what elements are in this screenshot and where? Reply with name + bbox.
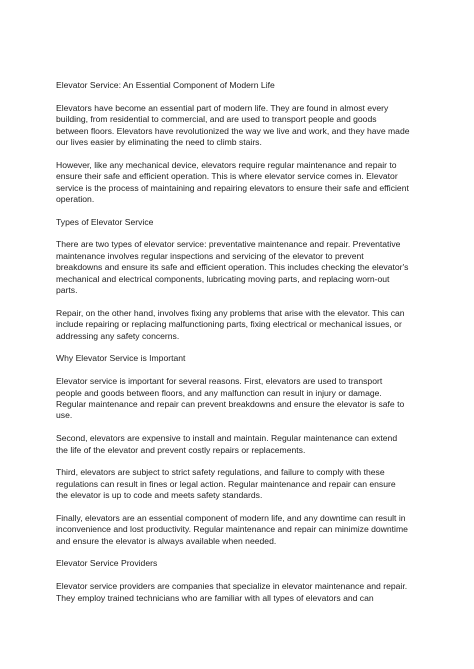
paragraph-maintenance-need (56, 160, 421, 206)
paragraph-gap (56, 342, 421, 353)
text-line: addressing any safety concerns. (56, 330, 180, 341)
paragraph-gap (56, 228, 421, 239)
text-line: include repairing or replacing malfunctioning parts, fixing electrical or mechanical issues, or (56, 319, 402, 330)
document-title: Elevator Service: An Essential Component of Modern Life (56, 80, 275, 90)
text-line: Finally, elevators are an essential component of modern life, and any downtime can result in (56, 512, 406, 523)
paragraph-gap (56, 422, 421, 433)
paragraph-gap (56, 570, 421, 581)
text-line: Second, elevators are expensive to install and maintain. Regular maintenance can extend (56, 433, 398, 444)
text-line: use. (56, 410, 73, 421)
text-line: Elevators have become an essential part of modern life. They are found in almost every (56, 102, 389, 113)
section-heading-why: Why Elevator Service is Important (56, 353, 186, 364)
text-line: Regular maintenance and repair can prevent breakdowns and ensure the elevator is safe to (56, 398, 405, 409)
text-line: building, from residential to commercial, and are used to transport people and goods (56, 114, 377, 125)
text-line: Elevator service providers are companies that specialize in elevator maintenance and repair. (56, 581, 408, 592)
paragraph-gap (56, 547, 421, 558)
document-body (56, 80, 421, 604)
paragraph-gap (56, 91, 421, 102)
text-line: There are two types of elevator service: preventative maintenance and repair. Preventative (56, 239, 401, 250)
text-line: our lives easier by eliminating the need to climb stairs. (56, 136, 262, 147)
text-line: breakdowns and ensure its safe and efficient operation. This includes checking the elevator's (56, 262, 409, 273)
section-heading-types: Types of Elevator Service (56, 216, 154, 227)
text-line: inconvenience and lost productivity. Regular maintenance and repair can minimize downtime (56, 524, 408, 535)
text-line: the life of the elevator and prevent costly repairs or replacements. (56, 444, 306, 455)
text-line: Third, elevators are subject to strict safety regulations, and failure to comply with these (56, 467, 385, 478)
paragraph-downtime (56, 513, 421, 547)
text-line: parts. (56, 285, 78, 296)
paragraph-gap (56, 365, 421, 376)
paragraph-importance (56, 376, 421, 422)
text-line: ensure their safe and efficient operation. This is where elevator service comes in. Elevator (56, 171, 398, 182)
text-line: maintenance involves regular inspections and servicing of the elevator to prevent (56, 250, 364, 261)
paragraph-gap (56, 148, 421, 159)
text-line: Elevator service is important for several reasons. First, elevators are used to transport (56, 376, 383, 387)
text-line: between floors. Elevators have revolutionized the way we live and work, and they have made (56, 125, 410, 136)
text-line: service is the process of maintaining and repairing elevators to ensure their safe and efficient (56, 182, 409, 193)
paragraph-intro (56, 103, 421, 149)
paragraph-gap (56, 501, 421, 512)
paragraph-cost (56, 433, 421, 456)
paragraph-repair (56, 308, 421, 342)
text-line: and ensure the elevator is always available when needed. (56, 535, 277, 546)
text-line: people and goods between floors, and any malfunction can result in injury or damage. (56, 387, 382, 398)
text-line: operation. (56, 193, 95, 204)
section-heading-providers: Elevator Service Providers (56, 558, 158, 569)
text-line: They employ trained technicians who are familiar with all types of elevators and can (56, 592, 374, 603)
paragraph-regulations (56, 467, 421, 501)
paragraph-gap (56, 296, 421, 307)
text-line: the elevator is up to code and meets safety standards. (56, 490, 263, 501)
paragraph-gap (56, 456, 421, 467)
text-line: However, like any mechanical device, elevators require regular maintenance and repair to (56, 159, 397, 170)
paragraph-providers (56, 581, 421, 604)
text-line: Repair, on the other hand, involves fixing any problems that arise with the elevator. This can (56, 307, 405, 318)
text-line: regulations can result in fines or legal action. Regular maintenance and repair can ensure (56, 478, 396, 489)
text-line: mechanical and electrical components, lubricating moving parts, and replacing worn-out (56, 273, 390, 284)
paragraph-types (56, 239, 421, 296)
paragraph-gap (56, 205, 421, 216)
